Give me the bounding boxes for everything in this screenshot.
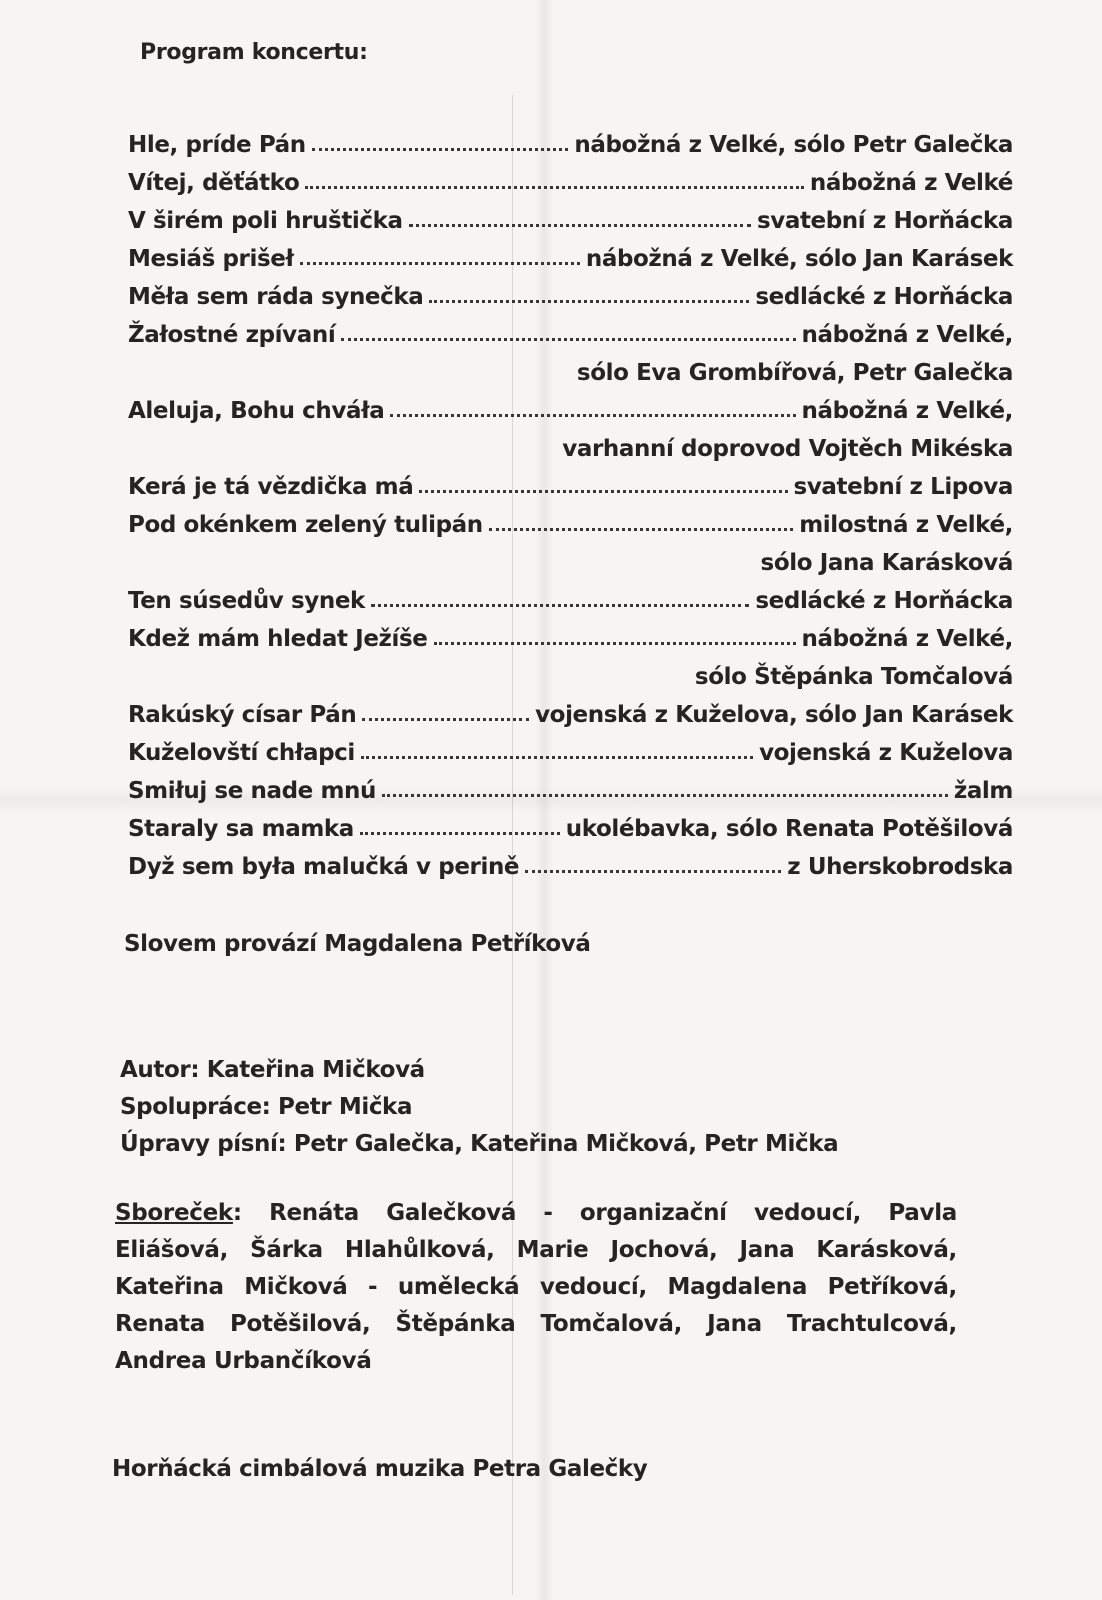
choir-label: Sboreček bbox=[115, 1200, 233, 1226]
song-description: nábožná z Velké, sólo Petr Galečka bbox=[574, 132, 1013, 158]
song-title: V širém poli hruštička bbox=[128, 208, 403, 234]
song-title: Kuželovští chłapci bbox=[128, 740, 355, 766]
program-row bbox=[128, 462, 1013, 500]
dot-leader bbox=[525, 870, 781, 873]
program-row bbox=[128, 804, 1013, 842]
song-description: milostná z Velké, bbox=[799, 512, 1013, 538]
program-row bbox=[128, 614, 1013, 652]
dot-leader bbox=[371, 604, 749, 607]
program-row bbox=[128, 500, 1013, 538]
band-line: Horňácká cimbálová muzika Petra Galečky bbox=[112, 1456, 648, 1482]
song-title: Dyž sem była malučká v perině bbox=[128, 854, 520, 880]
song-title: Měła sem ráda synečka bbox=[128, 284, 424, 310]
dot-leader bbox=[489, 528, 793, 531]
dot-leader bbox=[361, 756, 753, 759]
program-row bbox=[128, 234, 1013, 272]
song-title: Mesiáš prišeł bbox=[128, 246, 294, 272]
program-row bbox=[128, 386, 1013, 424]
dot-leader bbox=[429, 300, 749, 303]
dot-leader bbox=[409, 224, 751, 227]
song-title: Ten súsedův synek bbox=[128, 588, 365, 614]
song-description-continued: varhanní doprovod Vojtěch Mikéska bbox=[562, 436, 1013, 462]
dot-leader bbox=[382, 794, 948, 797]
program-row bbox=[128, 272, 1013, 310]
song-description: svatební z Lipova bbox=[793, 474, 1013, 500]
song-description-continued: sólo Eva Grombířová, Petr Galečka bbox=[576, 360, 1013, 386]
song-description: sedlácké z Horňácka bbox=[755, 588, 1013, 614]
song-title: Žałostné zpívaní bbox=[128, 322, 336, 348]
choir-members: : Renáta Galečková - organizační vedoucí, Pavla Eliášová, Šárka Hlahůlková, Marie Jochová, Jana Karásková, Kateřina Mičková - umělecká vedoucí, Magdalena Petříková, Renata Potěšilová, Štěpánka Tomčalová, Jana Trachtulcová, Andrea Urbančíková bbox=[115, 1200, 957, 1374]
program-title: Program koncertu: bbox=[140, 40, 368, 65]
song-title: Kdež mám hledat Ježíše bbox=[128, 626, 428, 652]
program-row bbox=[128, 120, 1013, 158]
program-row bbox=[128, 158, 1013, 196]
song-title: Kerá je tá vězdička má bbox=[128, 474, 414, 500]
credits bbox=[120, 1052, 838, 1163]
dot-leader bbox=[362, 718, 529, 721]
program-row bbox=[128, 310, 1013, 348]
dot-leader bbox=[390, 414, 795, 417]
dot-leader bbox=[312, 148, 569, 151]
song-description: nábožná z Velké bbox=[809, 170, 1013, 196]
song-title: Vítej, děťátko bbox=[128, 170, 300, 196]
song-description: nábožná z Velké, bbox=[801, 322, 1013, 348]
dot-leader bbox=[419, 490, 787, 493]
dot-leader bbox=[341, 338, 795, 341]
song-description: nábožná z Velké, bbox=[801, 626, 1013, 652]
program-row bbox=[128, 576, 1013, 614]
song-title: Pod okénkem zelený tulipán bbox=[128, 512, 483, 538]
arrangements-line: Úpravy písní: Petr Galečka, Kateřina Mičková, Petr Mička bbox=[120, 1131, 839, 1157]
program-row bbox=[128, 766, 1013, 804]
song-title: Smiłuj se nade mnú bbox=[128, 778, 376, 804]
program-list bbox=[128, 120, 1013, 880]
song-description: žalm bbox=[953, 778, 1013, 804]
song-title: Rakúský císar Pán bbox=[128, 702, 357, 728]
song-title: Staraly sa mamka bbox=[128, 816, 354, 842]
song-title: Aleluja, Bohu chváła bbox=[128, 398, 385, 424]
song-description: nábožná z Velké, bbox=[801, 398, 1013, 424]
song-description-continued: sólo Jana Karásková bbox=[760, 550, 1013, 576]
song-description: nábožná z Velké, sólo Jan Karásek bbox=[585, 246, 1013, 272]
dot-leader bbox=[360, 832, 560, 835]
narrator-line: Slovem provází Magdalena Petříková bbox=[124, 931, 591, 957]
song-description: vojenská z Kuželova bbox=[759, 740, 1013, 766]
song-description: vojenská z Kuželova, sólo Jan Karásek bbox=[535, 702, 1013, 728]
cooperation-line: Spolupráce: Petr Mička bbox=[120, 1094, 413, 1120]
song-description: sedlácké z Horňácka bbox=[755, 284, 1013, 310]
author-line: Autor: Kateřina Mičková bbox=[120, 1057, 425, 1083]
program-row bbox=[128, 196, 1013, 234]
program-row bbox=[128, 842, 1013, 880]
dot-leader bbox=[300, 262, 580, 265]
program-row bbox=[128, 690, 1013, 728]
choir-paragraph bbox=[115, 1195, 957, 1380]
song-title: Hle, príde Pán bbox=[128, 132, 306, 158]
song-description: z Uherskobrodska bbox=[787, 854, 1013, 880]
song-description: svatební z Horňácka bbox=[756, 208, 1013, 234]
dot-leader bbox=[305, 186, 803, 189]
song-description: ukolébavka, sólo Renata Potěšilová bbox=[565, 816, 1013, 842]
program-row bbox=[128, 728, 1013, 766]
dot-leader bbox=[434, 642, 796, 645]
song-description-continued: sólo Štěpánka Tomčalová bbox=[694, 664, 1013, 690]
